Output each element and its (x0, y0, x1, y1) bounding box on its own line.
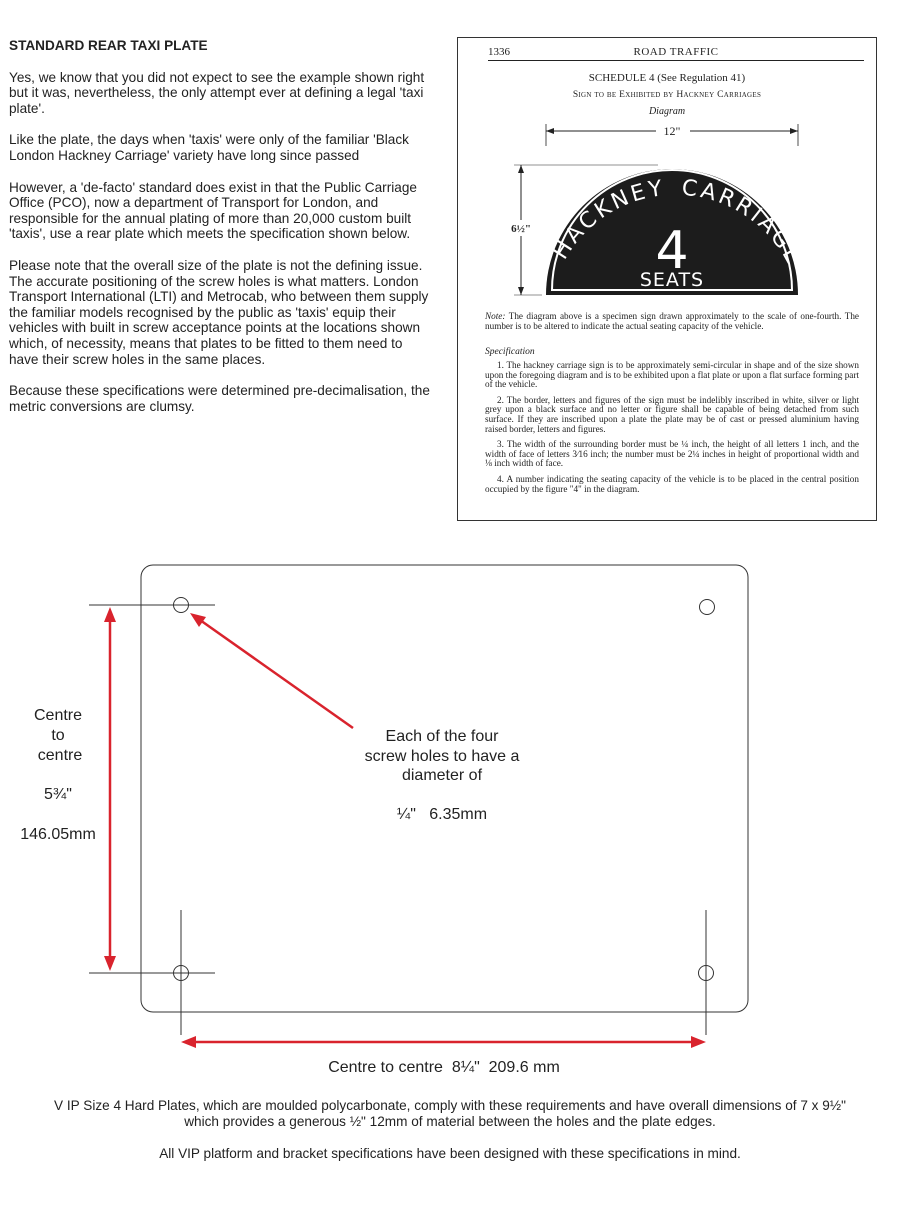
sign-seats: SEATS (639, 269, 705, 291)
vertical-label-mm: 146.05mm (20, 826, 96, 843)
footer-line-2: which provides a generous ½" 12mm of material between the holes and the plate edges. (184, 1113, 716, 1129)
intro-paragraph-4: Please note that the overall size of the plate is not the defining issue. The accurate positioning of the screw holes is what matters. London Transport International (LTI) and Metrocab, who between them supply the familiar models recognised by the public as 'taxis' equip their vehicles with built in screw acceptance points at the locations shown which, of necessity, means that plates to be fitted to them need to have their screw holes in the same places. (9, 257, 429, 367)
spec-item-4: 4. A number indicating the seating capacity of the vehicle is to be placed in the central position occupied by the figure "4" in the diagram. (485, 473, 859, 494)
hole-note-line2: screw holes to have a (364, 748, 520, 765)
intro-paragraph-3: However, a 'de-facto' standard does exist in that the Public Carriage Office (PCO), now a department of Transport for London, and responsible for the annual plating of more than 20,000 custom built 'taxis', use a rear plate which meets the specification shown below. (9, 179, 417, 242)
note-text: The diagram above is a specimen sign drawn approximately to the scale of one-fourth. The number is to be altered to indicate the actual seating capacity of the vehicle. (485, 311, 859, 331)
horizontal-arrowhead-left (181, 1036, 196, 1048)
spec-item-2: 2. The border, letters and figures of the sign must be indelibly inscribed in white, silver or light grey upon a black surface and no letter or figure shall be capable of being detached from such surface. If they are inscribed upon a plate the plate may be of cast or pressed aluminium having raised border, letters and figures. (485, 394, 859, 434)
page-title: STANDARD REAR TAXI PLATE (9, 38, 208, 53)
page-number: 1336 (488, 46, 510, 58)
plate-outline (141, 565, 748, 1012)
vertical-label-line1: Centre (33, 707, 83, 724)
hole-note-line1: Each of the four (385, 728, 499, 745)
schedule-title: SCHEDULE 4 (See Regulation 41) (588, 72, 746, 84)
vertical-label-line2: to (51, 727, 65, 744)
vertical-arrowhead-bottom (104, 956, 116, 971)
sign-number: 4 (655, 221, 689, 281)
spec-item-3: 3. The width of the surrounding border must be ¼ inch, the height of all letters 1 inch, and the width of face of letters 3⁄16 inch; the number must be 2¼ inches in height of proportional width and ⅛ inch width of face. (485, 439, 859, 469)
specification-heading: Specification (485, 347, 535, 357)
horizontal-arrowhead-right (691, 1036, 706, 1048)
note-label: Note: (485, 311, 506, 321)
running-title: ROAD TRAFFIC (633, 46, 719, 58)
sign-title: Sign to be Exhibited by Hackney Carriages (572, 90, 762, 100)
hole-note-line3: diameter of (401, 767, 483, 784)
intro-paragraph-2: Like the plate, the days when 'taxis' were only of the familiar 'Black London Hackney Carriage' variety have long since passed (9, 132, 409, 163)
hole-note-size: ¼" 6.35mm (396, 806, 488, 823)
diagram-label: Diagram (648, 106, 686, 117)
vertical-label-line3: centre (37, 747, 83, 764)
height-dimension-label: 6½" (511, 223, 531, 235)
width-dimension-label: 12" (663, 124, 681, 138)
horizontal-dimension-label: Centre to centre 8¼" 209.6 mm (328, 1059, 560, 1076)
screw-hole-top-right (700, 600, 715, 615)
sign-word-hackney: HACKNEY (548, 176, 667, 265)
spec-item-1: 1. The hackney carriage sign is to be approximately semi-circular in shape and of the size shown upon the foregoing diagram and is to be exhibited upon a flat plate or upon a flat surface forming part of the vehicle. (485, 360, 859, 390)
intro-paragraph-5: Because these specifications were determined pre-decimalisation, the metric conversions are clumsy. (9, 383, 430, 414)
intro-paragraph-1: Yes, we know that you did not expect to see the example shown right but it was, nevertheless, the only attempt ever at defining a legal 'taxi plate'. (9, 69, 425, 116)
vertical-label-inches: 5¾" (44, 786, 72, 803)
sign-word-carriage: CARRIAGE (680, 175, 807, 271)
footer-plates-note (0, 1098, 900, 1129)
vertical-arrowhead-top (104, 607, 116, 622)
footer-line-1: V IP Size 4 Hard Plates, which are moulded polycarbonate, comply with these requirements and have overall dimensions of 7 x 9½" (54, 1098, 846, 1113)
footer-line-3: All VIP platform and bracket specifications have been designed with these specifications in mind. (159, 1146, 741, 1161)
